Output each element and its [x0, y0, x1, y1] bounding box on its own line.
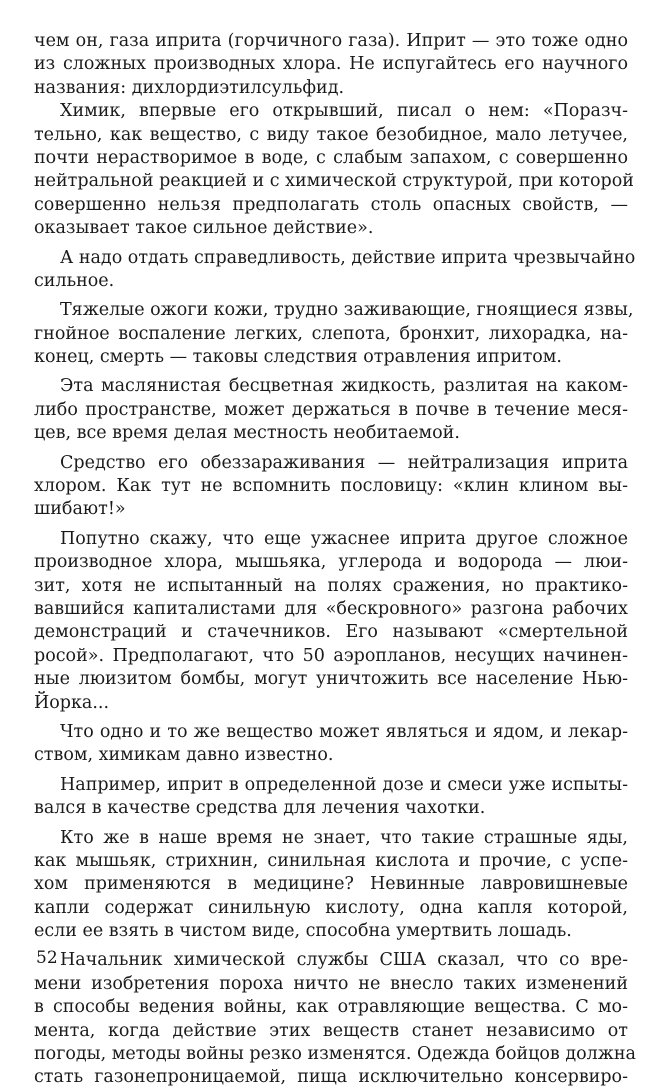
text-line: демонстраций и стачечников. Его называют «смертельной	[34, 622, 628, 643]
text-line: сильное.	[34, 270, 115, 291]
text-line: Йорка...	[34, 692, 110, 713]
text-line: капли содержат синильную кислоту, одна капля которой,	[34, 897, 628, 918]
text-line: вался в качестве средства для лечения чахотки.	[34, 798, 486, 819]
text-line: из сложных производных хлора. Не испугайтесь его научного	[34, 54, 628, 75]
text-line: стать газонепроницаемой, пища исключительно консервиро-	[34, 1067, 628, 1088]
text-line: ством, химикам давно известно.	[34, 745, 334, 766]
text-line: Начальник химической службы США сказал, что со вре-	[60, 950, 628, 971]
text-line: конец, смерть — таковы следствия отравления ипритом.	[34, 347, 562, 368]
text-line: нейтральной реакцией и с химической структурой, при которой	[34, 171, 634, 192]
text-line: цев, все время делая местность необитаемой.	[34, 423, 460, 444]
text-line: Тяжелые ожоги кожи, трудно заживающие, гноящиеся язвы,	[60, 300, 634, 321]
text-line: Средство его обеззараживания — нейтрализация иприта	[60, 452, 628, 473]
text-line: Попутно скажу, что еще ужаснее иприта другое сложное	[60, 528, 628, 549]
text-line: вавшийся капиталистами для «бескровного» разгона рабочих	[34, 598, 628, 619]
text-line: как мышьяк, стрихнин, синильная кислота и прочие, с успе-	[34, 850, 628, 871]
text-line: Эта маслянистая бесцветная жидкость, разлитая на каком-	[60, 376, 628, 397]
text-line: чем он, газа иприта (горчичного газа). Иприт — это тоже одно	[34, 31, 628, 51]
text-line: гнойное воспаление легких, слепота, бронхит, лихорадка, на-	[34, 323, 628, 344]
text-line: зит, хотя не испытанный на полях сражения, но практико-	[34, 575, 628, 596]
text-line: Что одно и то же вещество может являться и ядом, и лекар-	[60, 721, 628, 742]
text-line: Например, иприт в определенной дозе и смеси уже испыты-	[60, 774, 628, 795]
text-line: если ее взять в чистом виде, способна умертвить лошадь.	[34, 921, 572, 942]
page-number: 52	[36, 948, 58, 968]
text-line: мента, когда действие этих веществ станет независимо от	[34, 1020, 628, 1041]
text-line: либо пространстве, может держаться в почве в течение меся-	[34, 399, 628, 420]
text-line: тельно, как вещество, с виду такое безобидное, мало летучее,	[34, 124, 628, 145]
text-line: Кто же в наше время не знает, что такие страшные яды,	[60, 827, 628, 848]
text-line: росой». Предполагают, что 50 аэропланов, несущих начинен-	[34, 645, 628, 666]
text-line: почти нерастворимое в воде, с слабым запахом, с совершенно	[34, 147, 628, 168]
text-line: Химик, впервые его открывший, писал о нем: «Поразч-	[60, 101, 628, 122]
text-line: в способы ведения войны, как отравляющие вещества. С мо-	[34, 997, 628, 1018]
text-line: мени изобретения пороха ничто не внесло таких изменений	[34, 973, 628, 994]
text-line: хлором. Как тут не вспомнить пословицу: «клин клином вы-	[34, 476, 628, 497]
page-text-block	[34, 30, 636, 1090]
text-line: погоды, методы войны резко изменятся. Одежда бойцов должна	[34, 1044, 636, 1065]
text-line: А надо отдать справедливость, действие иприта чрезвычайно	[60, 247, 636, 268]
text-line: названия: дихлордиэтилсульфид.	[34, 77, 345, 98]
text-line: шибают!»	[34, 499, 126, 520]
text-line: совершенно нельзя предполагать столь опасных свойств, —	[34, 194, 628, 215]
text-line: оказывает такое сильное действие».	[34, 218, 374, 239]
text-line: хом применяются в медицине? Невинные лавровишневые	[34, 874, 628, 895]
text-line: ные люизитом бомбы, могут уничтожить все население Нью-	[34, 669, 628, 690]
text-line: производное хлора, мышьяка, углерода и водорода — люи-	[34, 552, 628, 573]
